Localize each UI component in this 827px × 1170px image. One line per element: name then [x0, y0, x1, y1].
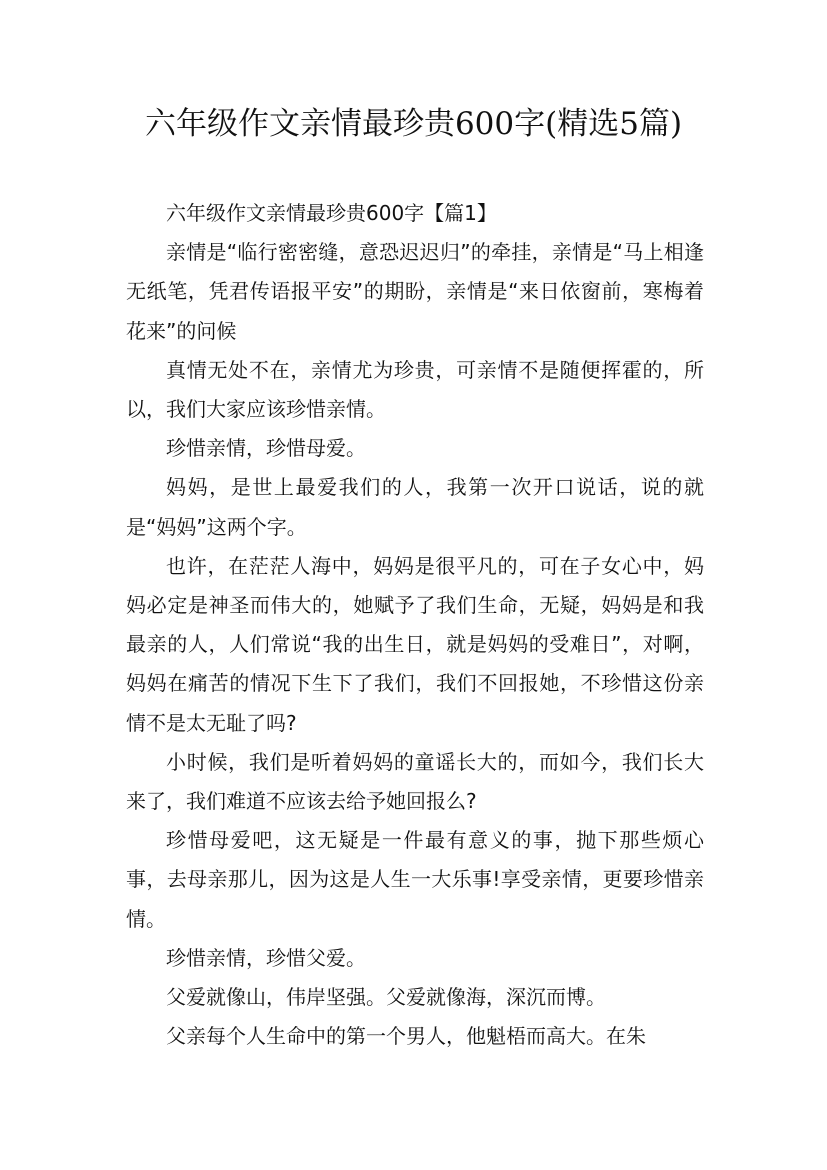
section-heading: 六年级作文亲情最珍贵600字【篇1】 — [166, 201, 497, 225]
paragraph: 珍惜亲情，珍惜母爱。 — [166, 436, 366, 461]
paragraph: 也许，在茫茫人海中，妈妈是很平凡的，可在子女心中，妈妈必定是神圣而伟大的，她赋予了我们生命，无疑，妈妈是和我最亲的人，人们常说“我的出生日，就是妈妈的受难日”，对啊，妈妈在痛苦的情况下生下了我们，我们不回报她，不珍惜这份亲情不是太无耻了吗? — [126, 553, 704, 735]
paragraph: 妈妈，是世上最爱我们的人，我第一次开口说话，说的就是“妈妈”这两个字。 — [126, 475, 704, 539]
document-body — [126, 194, 704, 1056]
document-title: 六年级作文亲情最珍贵600字(精选5篇) — [144, 106, 683, 142]
paragraph: 珍惜亲情，珍惜父爱。 — [166, 945, 366, 970]
paragraph: 小时候，我们是听着妈妈的童谣长大的，而如今，我们长大来了，我们难道不应该去给予她回报么? — [126, 749, 704, 814]
paragraph: 真情无处不在，亲情尤为珍贵，可亲情不是随便挥霍的，所以，我们大家应该珍惜亲情。 — [126, 357, 704, 422]
paragraph: 父亲每个人生命中的第一个男人，他魁梧而高大。在朱 — [166, 1024, 646, 1049]
paragraph: 亲情是“临行密密缝，意恐迟迟归”的牵挂，亲情是“马上相逢无纸笔，凭君传语报平安”的期盼，亲情是“来日依窗前，寒梅着花来”的问候 — [126, 240, 704, 343]
paragraph: 珍惜母爱吧，这无疑是一件最有意义的事，抛下那些烦心事，去母亲那儿，因为这是人生一大乐事!享受亲情，更要珍惜亲情。 — [126, 828, 704, 931]
paragraph: 父爱就像山，伟岸坚强。父爱就像海，深沉而博。 — [166, 985, 606, 1010]
